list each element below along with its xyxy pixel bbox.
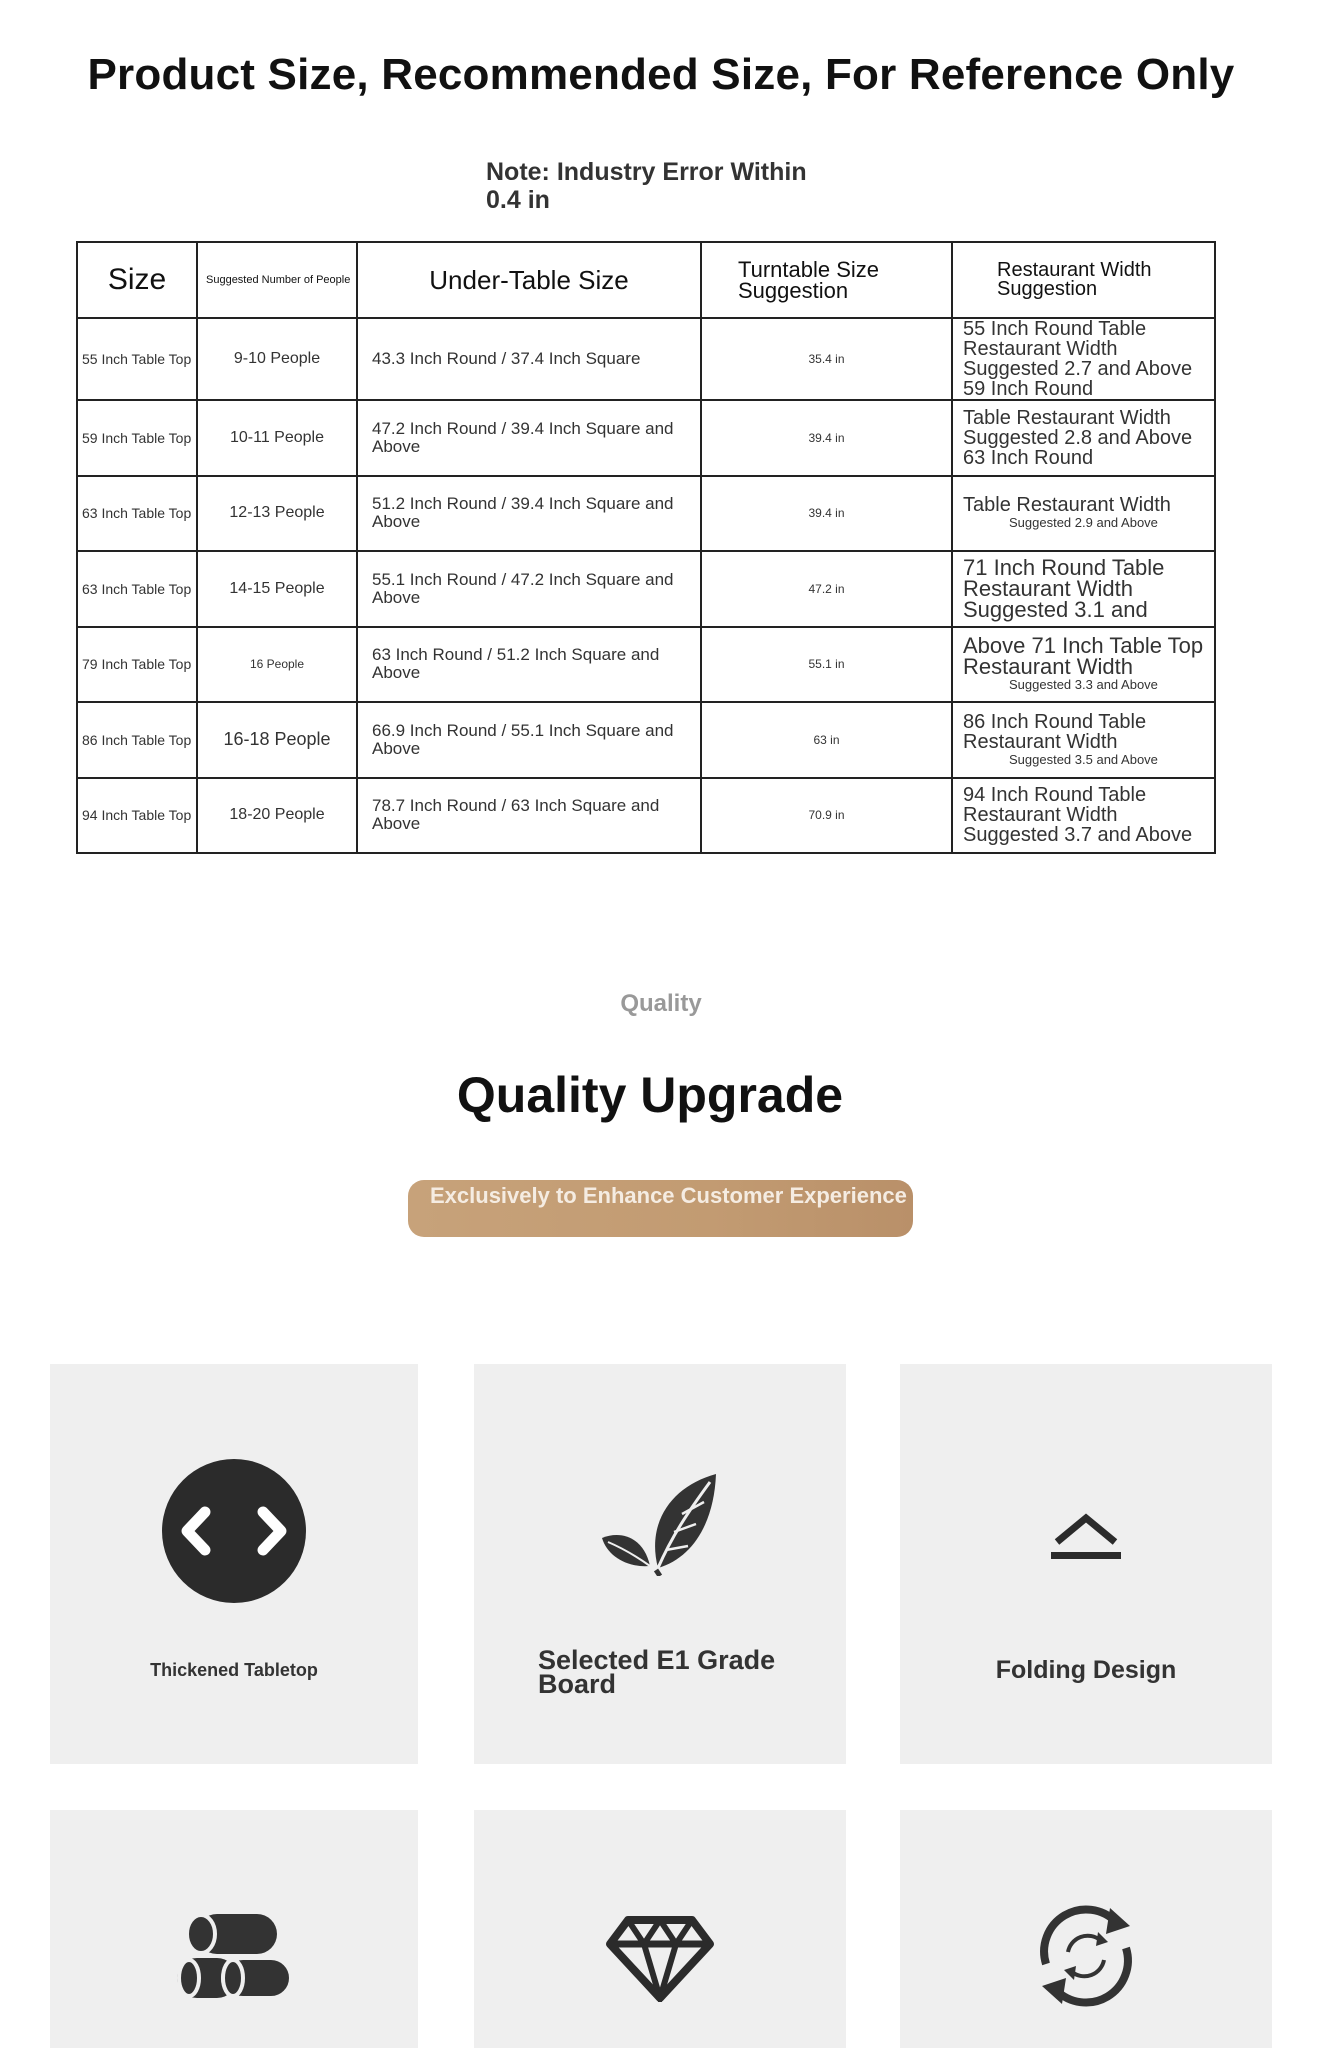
cell-size: 55 Inch Table Top xyxy=(77,318,197,400)
cell-width-text: 94 Inch Round Table Restaurant Width Suggested 3.7 and Above xyxy=(963,784,1193,847)
cell-width-sub: Suggested 2.9 and Above xyxy=(1009,515,1158,531)
cell-people: 16 People xyxy=(197,627,357,703)
cell-width xyxy=(952,476,1215,552)
refresh-icon xyxy=(1030,1900,1142,2012)
cell-width xyxy=(952,318,1215,400)
table-row xyxy=(77,318,1215,400)
header-size: Size xyxy=(77,242,197,318)
cell-under: 63 Inch Round / 51.2 Inch Square and Above xyxy=(357,627,701,703)
table-row xyxy=(77,476,1215,552)
table-row xyxy=(77,778,1215,854)
cell-width xyxy=(952,400,1215,476)
header-width: Restaurant Width Suggestion xyxy=(952,242,1215,318)
note-text: Note: Industry Error Within 0.4 in xyxy=(486,158,807,214)
cell-turntable: 35.4 in xyxy=(701,318,952,400)
cell-under: 51.2 Inch Round / 39.4 Inch Square and Above xyxy=(357,476,701,552)
size-table xyxy=(76,241,1216,854)
cell-width-sub: Suggested 3.5 and Above xyxy=(1009,751,1158,767)
cell-width xyxy=(952,778,1215,854)
cell-width-text: Above 71 Inch Table Top Restaurant Width xyxy=(963,633,1204,680)
feature-label: Thickened Tabletop xyxy=(150,1660,318,1680)
rolls-icon xyxy=(175,1912,293,2000)
cell-people: 10-11 People xyxy=(197,400,357,476)
feature-card-folding xyxy=(900,1364,1272,1764)
table-header-row xyxy=(77,242,1215,318)
chevrons-circle-icon xyxy=(161,1458,307,1604)
cell-people: 16-18 People xyxy=(197,702,357,778)
cell-turntable: 55.1 in xyxy=(701,627,952,703)
cell-width-text: Table Restaurant Width Suggested 2.8 and Above 63 Inch Round xyxy=(963,406,1193,469)
cell-under: 55.1 Inch Round / 47.2 Inch Square and Above xyxy=(357,551,701,627)
cell-people: 18-20 People xyxy=(197,778,357,854)
header-under-table: Under-Table Size xyxy=(357,242,701,318)
feature-card-diamond xyxy=(474,1810,846,2048)
experience-pill: Exclusively to Enhance Customer Experience xyxy=(408,1180,913,1237)
cell-width-text: 71 Inch Round Table Restaurant Width Suggested 3.1 and xyxy=(963,555,1165,623)
cell-size: 86 Inch Table Top xyxy=(77,702,197,778)
cell-turntable: 47.2 in xyxy=(701,551,952,627)
table-row xyxy=(77,627,1215,703)
cell-people: 9-10 People xyxy=(197,318,357,400)
cell-turntable: 63 in xyxy=(701,702,952,778)
leaf-icon xyxy=(600,1472,720,1576)
cell-size: 79 Inch Table Top xyxy=(77,627,197,703)
cell-under: 66.9 Inch Round / 55.1 Inch Square and Above xyxy=(357,702,701,778)
header-turntable: Turntable Size Suggestion xyxy=(701,242,952,318)
cell-under: 78.7 Inch Round / 63 Inch Square and Above xyxy=(357,778,701,854)
quality-title: Quality Upgrade xyxy=(456,1067,844,1123)
cell-size: 63 Inch Table Top xyxy=(77,551,197,627)
table-row xyxy=(77,400,1215,476)
cell-width-text: Table Restaurant Width xyxy=(963,494,1171,517)
feature-card-rolls xyxy=(50,1810,418,2048)
feature-label: Selected E1 Grade Board xyxy=(538,1645,776,1699)
cell-turntable: 39.4 in xyxy=(701,476,952,552)
cell-width-sub: Suggested 3.3 and Above xyxy=(1009,677,1158,693)
quality-label: Quality xyxy=(620,990,702,1017)
cell-under: 43.3 Inch Round / 37.4 Inch Square xyxy=(357,318,701,400)
cell-turntable: 70.9 in xyxy=(701,778,952,854)
cell-width xyxy=(952,702,1215,778)
table-row xyxy=(77,702,1215,778)
cell-width-text: 55 Inch Round Table Restaurant Width Suggested 2.7 and Above 59 Inch Round xyxy=(963,318,1193,400)
feature-card-thickened xyxy=(50,1364,418,1764)
feature-card-refresh xyxy=(900,1810,1272,2048)
fold-up-icon xyxy=(1049,1512,1123,1562)
cell-size: 59 Inch Table Top xyxy=(77,400,197,476)
cell-size: 94 Inch Table Top xyxy=(77,778,197,854)
cell-width xyxy=(952,551,1215,627)
feature-label: Folding Design xyxy=(995,1656,1177,1684)
header-people: Suggested Number of People xyxy=(197,242,357,318)
cell-under: 47.2 Inch Round / 39.4 Inch Square and Above xyxy=(357,400,701,476)
cell-people: 14-15 People xyxy=(197,551,357,627)
cell-people: 12-13 People xyxy=(197,476,357,552)
cell-turntable: 39.4 in xyxy=(701,400,952,476)
diamond-icon xyxy=(606,1916,714,2002)
page-title: Product Size, Recommended Size, For Reference Only xyxy=(87,50,1235,99)
feature-card-board xyxy=(474,1364,846,1764)
cell-size: 63 Inch Table Top xyxy=(77,476,197,552)
cell-width xyxy=(952,627,1215,703)
cell-width-text: 86 Inch Round Table Restaurant Width xyxy=(963,710,1147,753)
table-row xyxy=(77,551,1215,627)
